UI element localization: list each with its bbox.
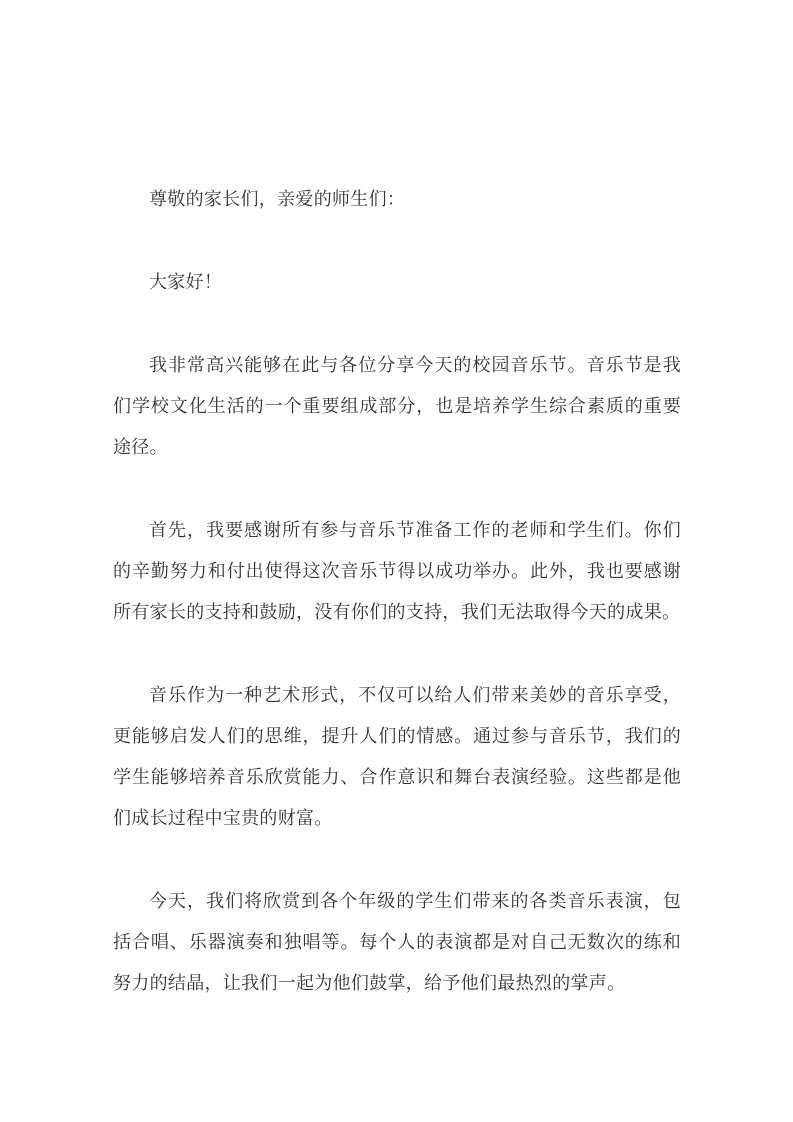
text-line: 今天，我们将欣赏到各个年级的学生们带来的各类音乐表演，包	[149, 891, 681, 911]
text-line: 的辛勤努力和付出使得这次音乐节得以成功举办。此外，我也要感谢	[113, 561, 681, 581]
text-line: 们成长过程中宝贵的财富。	[113, 808, 333, 828]
text-line: 首先，我要感谢所有参与音乐节准备工作的老师和学生们。你们	[149, 520, 681, 540]
paragraph	[113, 262, 681, 303]
text-line: 所有家长的支持和鼓励，没有你们的支持，我们无法取得今天的成果。	[113, 602, 681, 622]
paragraph	[113, 345, 681, 468]
text-line: 我非常高兴能够在此与各位分享今天的校园音乐节。音乐节是我	[149, 355, 681, 375]
paragraph	[113, 510, 681, 633]
paragraph	[113, 179, 681, 220]
text-line: 们学校文化生活的一个重要组成部分，也是培养学生综合素质的重要	[113, 396, 681, 416]
text-line: 途径。	[113, 437, 168, 457]
text-line: 学生能够培养音乐欣赏能力、合作意识和舞台表演经验。这些都是他	[113, 767, 681, 787]
text-line: 大家好！	[149, 272, 223, 292]
text-line: 音乐作为一种艺术形式，不仅可以给人们带来美妙的音乐享受，	[149, 685, 681, 705]
text-line: 努力的结晶，让我们一起为他们鼓掌，给予他们最热烈的掌声。	[113, 973, 626, 993]
text-line: 更能够启发人们的思维，提升人们的情感。通过参与音乐节，我们的	[113, 726, 681, 746]
paragraph	[113, 675, 681, 839]
text-line: 括合唱、乐器演奏和独唱等。每个人的表演都是对自己无数次的练和	[113, 932, 681, 952]
paragraph	[113, 881, 681, 1004]
text-line: 尊敬的家长们，亲爱的师生们：	[149, 189, 406, 209]
